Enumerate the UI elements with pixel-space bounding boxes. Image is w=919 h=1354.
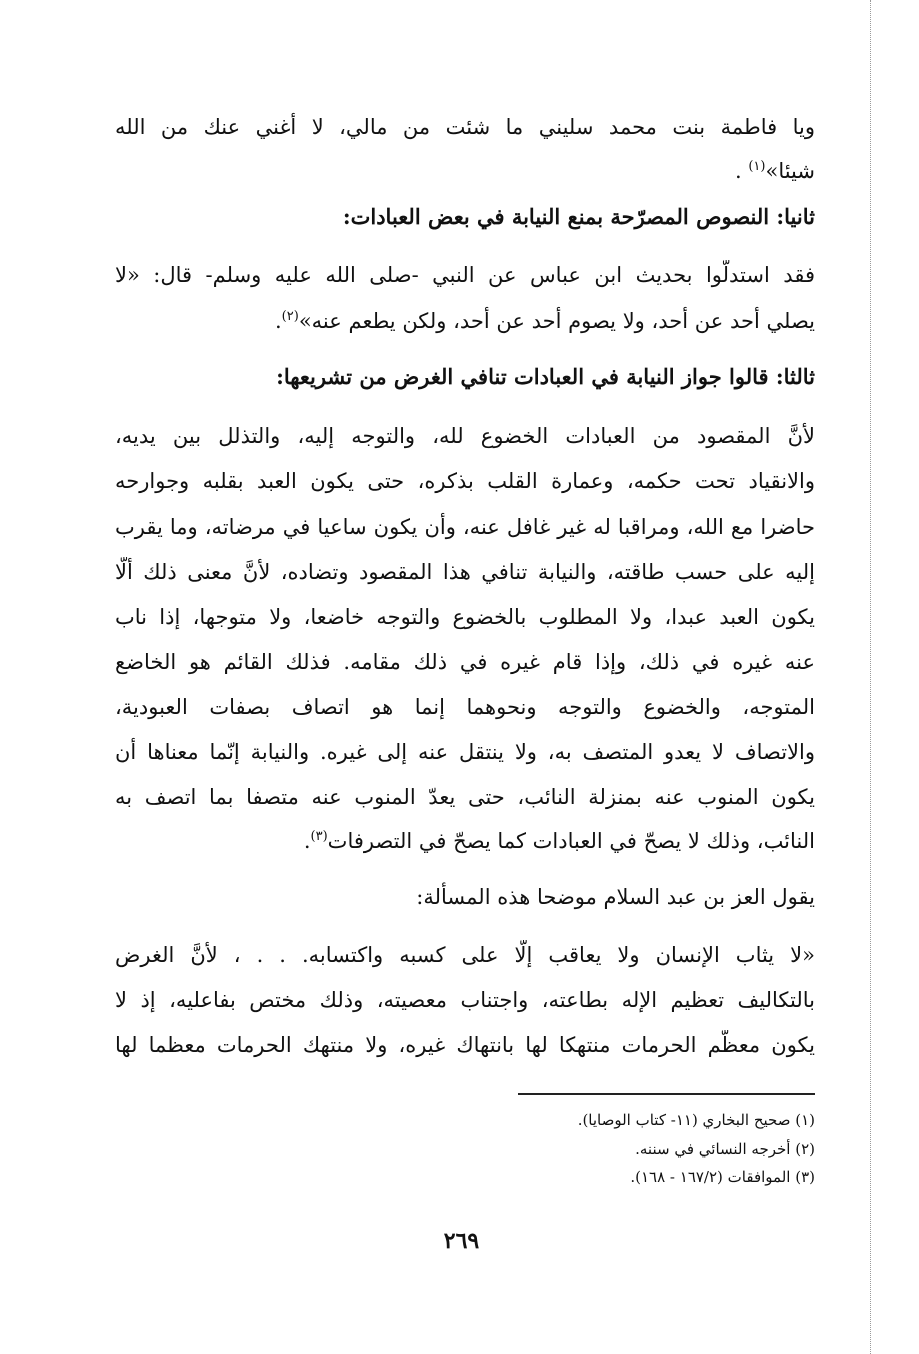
body-line: حاضرا مع الله، ومراقبا له غير غافل عنه، وأن يكون ساعيا في مرضاته، وما يقرب: [115, 515, 815, 539]
body-line: لأنَّ المقصود من العبادات الخضوع لله، والتوجه إليه، والتذلل بين يديه،: [115, 424, 815, 448]
body-line: والانقياد تحت حكمه، وعمارة القلب بذكره، حتى يكون العبد بقلبه وجوارحه: [115, 469, 815, 493]
body-line: يكون العبد عبدا، ولا المطلوب بالخضوع والتوجه خاضعا، ولا متوجها، إذا ناب: [115, 605, 815, 629]
body-line: المتوجه، والخضوع والتوجه ونحوهما إنما هو اتصاف بصفات العبودية،: [115, 695, 815, 719]
quote-line: بالتكاليف تعظيم الإله بطاعته، واجتناب معصيته، وذلك مختص بفاعليه، إذ لا: [115, 988, 815, 1012]
footnote-marker: (٢): [281, 309, 299, 324]
body-line: يكون المنوب عنه بمنزلة النائب، حتى يعدّ المنوب عنه متصفا بما اتصف به: [115, 785, 815, 809]
body-line: شيئا»$^{(١)}$ .: [734, 159, 815, 183]
body-line: يصلي أحد عن أحد، ولا يصوم أحد عن أحد، ولكن يطعم عنه»$^{(٢)}$.: [274, 309, 815, 333]
body-line: عنه غيره في ذلك، وإذا قام غيره في ذلك مقامه. فذلك القائم هو الخاضع: [115, 650, 815, 674]
footnote-separator: [518, 1093, 815, 1095]
footnote-marker: (٣): [310, 829, 328, 844]
body-line: يقول العز بن عبد السلام موضحا هذه المسألة:: [416, 885, 815, 909]
footnote: (٢) أخرجه النسائي في سننه.: [635, 1140, 815, 1158]
page-number: ٢٦٩: [443, 1228, 480, 1254]
section-heading-second: ثانيا: النصوص المصرّحة بمنع النيابة في بعض العبادات:: [342, 204, 815, 229]
section-heading-third: ثالثا: قالوا جواز النيابة في العبادات تنافي الغرض من تشريعها:: [276, 364, 815, 389]
body-line: والاتصاف لا يعدو المتصف به، ولا ينتقل عنه إلى غيره. والنيابة إنّما معناها أن: [115, 740, 815, 764]
body-line: إليه على حسب طاقته، والنيابة تنافي هذا المقصود وتضاده، لأنَّ معنى ذلك ألّا: [115, 560, 815, 584]
body-line: النائب، وذلك لا يصحّ في العبادات كما يصحّ في التصرفات$^{(٣)}$.: [303, 829, 815, 853]
quote-line: «لا يثاب الإنسان ولا يعاقب إلّا على كسبه واكتسابه. . . ، لأنَّ الغرض: [115, 943, 815, 967]
footnote: (٣) الموافقات (١٦٧/٢ - ١٦٨).: [630, 1168, 815, 1186]
page-edge-dotted-line: [870, 0, 871, 1354]
body-line: فقد استدلّوا بحديث ابن عباس عن النبي -صلى الله عليه وسلم- قال: «لا: [115, 263, 815, 287]
body-line: ويا فاطمة بنت محمد سليني ما شئت من مالي، لا أغني عنك من الله: [115, 115, 815, 139]
footnote: (١) صحيح البخاري (١١- كتاب الوصايا).: [577, 1111, 815, 1129]
quote-line: يكون معظّم الحرمات منتهكا لها بانتهاك غيره، ولا منتهك الحرمات معظما لها: [115, 1033, 815, 1057]
footnote-marker: (١): [748, 159, 766, 174]
